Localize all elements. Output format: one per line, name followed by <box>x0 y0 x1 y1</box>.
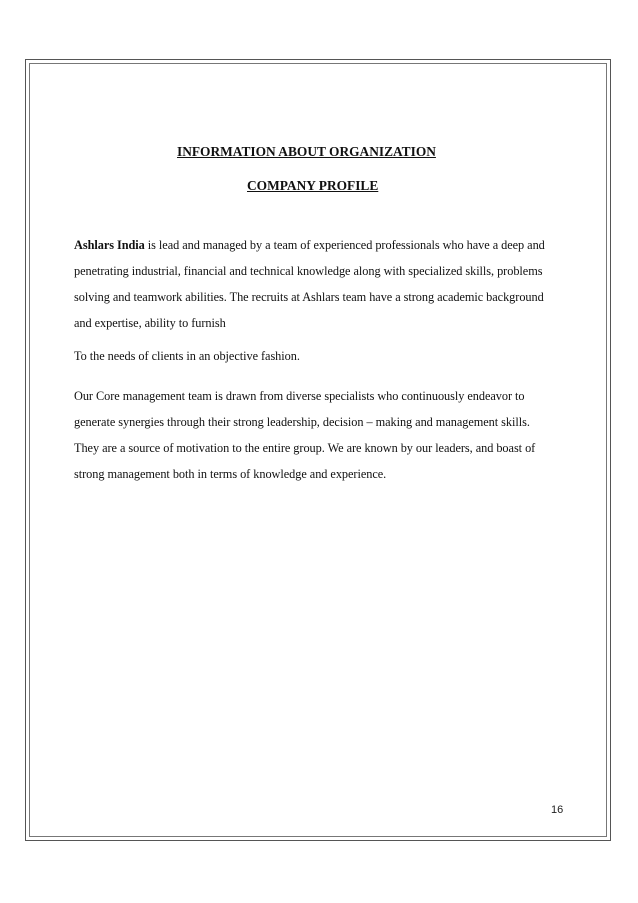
paragraph-line: strong management both in terms of knowledge and experience. <box>74 467 387 481</box>
paragraph-line-text: is lead and managed by a team of experienced professionals who have a deep and <box>144 238 545 252</box>
paragraph-line: generate synergies through their strong leadership, decision – making and management skills. <box>74 415 530 429</box>
paragraph-line: and expertise, ability to furnish <box>74 316 226 330</box>
paragraph-line: Our Core management team is drawn from diverse specialists who continuously endeavor to <box>74 389 525 403</box>
paragraph-line: To the needs of clients in an objective fashion. <box>74 349 300 363</box>
paragraph-line <box>74 238 545 253</box>
page-number: 16 <box>551 804 564 816</box>
document-heading: INFORMATION ABOUT ORGANIZATION <box>177 144 436 159</box>
paragraph-line: penetrating industrial, financial and technical knowledge along with specialized skills, problems <box>74 264 543 278</box>
document-subheading: COMPANY PROFILE <box>247 178 379 193</box>
paragraph-line: They are a source of motivation to the entire group. We are known by our leaders, and boast of <box>74 441 536 455</box>
company-name: Ashlars India <box>74 238 145 252</box>
paragraph-line: solving and teamwork abilities. The recruits at Ashlars team have a strong academic background <box>74 290 544 304</box>
